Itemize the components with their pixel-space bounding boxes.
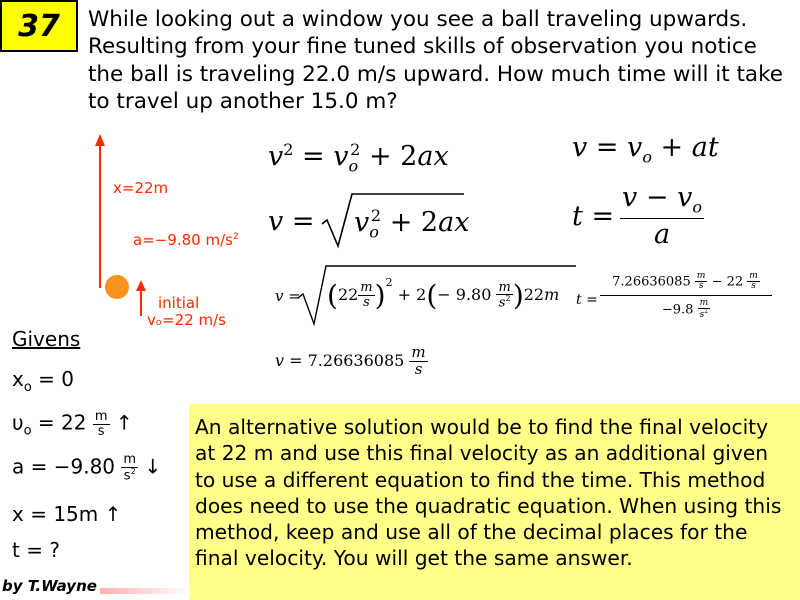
- given-a: a = −9.80 $\frac{m}{s^2}$ ↓: [12, 452, 162, 483]
- acceleration-label: a=−9.80 $m/s^2$: [133, 231, 239, 249]
- equation-v-sqrt: v =: [268, 206, 315, 237]
- substituted-t-label: t =: [576, 292, 598, 308]
- given-x: x = 15m ↑: [12, 502, 122, 526]
- alternative-solution-note: An alternative solution would be to find the final velocity at 22 m and use this final velocity as an additional given to use a different equation to find the time. This method does need to use the quadratic equation. When using this method, keep and use all of the decimal places for the final velocity. You will get the same answer.: [189, 404, 800, 600]
- problem-number-badge: [0, 0, 78, 52]
- substituted-t-fraction: 7.26636085 $\frac{m}{s}$ − 22 $\frac{m}{s}$ −9.8 $\frac{m}{s^2}$: [600, 272, 772, 321]
- question-text: While looking out a window you see a ball traveling upwards. Resulting from your fine tuned skills of observation you notice the ball is traveling 22.0 m/s upward. How much time will it take to travel up another 15.0 m?: [88, 7, 784, 114]
- equation-v-squared: $v^2 = v_o^2 + 2ax$: [268, 140, 449, 176]
- sqrt-contents: $v_o^2 + 2ax$: [354, 206, 470, 242]
- credit-underline: [100, 588, 190, 594]
- ball: [105, 275, 129, 299]
- equation-t-fraction: $v - v_o$ a: [620, 182, 704, 250]
- initial-velocity-label: vₒ=22 m/s: [147, 311, 226, 329]
- given-x0: $x_o = 0$: [12, 367, 75, 395]
- distance-label: x=22m: [113, 179, 169, 197]
- substituted-sqrt-contents: (22 $\frac{m}{s}$ )$^2$ + 2(− 9.80 $\frac{m}{s^2}$ )22m: [327, 276, 560, 312]
- equation-v-linear: $v = v_o$ + at: [572, 132, 719, 167]
- given-t: t = ?: [12, 538, 60, 562]
- initial-label: initial: [158, 294, 200, 312]
- v-result: v = 7.26636085 $\frac{m}{s}$: [275, 343, 426, 378]
- displacement-arrowhead: [95, 134, 105, 146]
- substituted-v-label: v =: [275, 287, 301, 305]
- given-v0: $\upsilon_o = 22$ $\frac{m}{s}$ ↑: [12, 409, 133, 439]
- problem-number: 37: [18, 8, 60, 44]
- givens-title: Givens: [12, 327, 81, 351]
- author-credit: by T.Wayne: [2, 577, 97, 595]
- equation-t: t =: [572, 201, 615, 232]
